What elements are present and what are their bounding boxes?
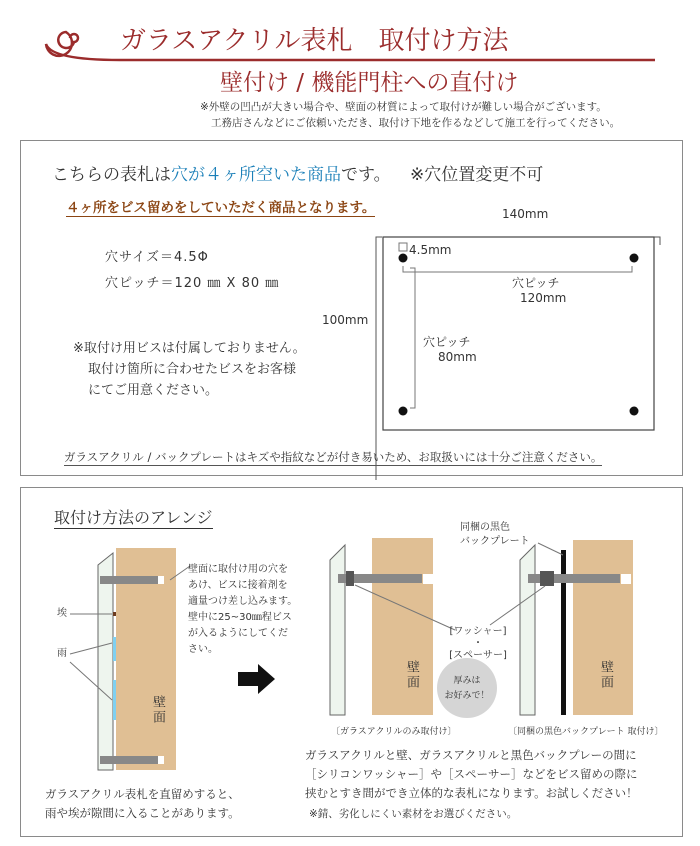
right-desc-1: ガラスアクリルと壁、ガラスアクリルと黒色バックプレーの間に bbox=[305, 748, 637, 762]
bubble-line-1: 厚みは bbox=[453, 676, 481, 686]
screw-note-2: 取付け箇所に合わせたビスをお客様 bbox=[88, 362, 297, 377]
glass-left bbox=[98, 553, 113, 770]
instruction-line: 壁面に取付け用の穴を bbox=[188, 564, 288, 575]
bubble-line-2: お好みで！ bbox=[444, 691, 490, 701]
dot-separator: ・ bbox=[473, 638, 483, 649]
instruction-line: さい。 bbox=[188, 644, 218, 655]
backplate-label-1: 同梱の黒色 bbox=[460, 522, 510, 533]
wall-label-left: 壁面 bbox=[150, 695, 165, 725]
backplate-label bbox=[460, 521, 530, 549]
right-desc-2: ［シリコンワッシャー］や［スペーサー］などをビス留めの際に bbox=[305, 767, 638, 781]
material-note: ※錆、劣化しにくい素材をお選びください。 bbox=[309, 808, 518, 820]
bubble-text bbox=[437, 674, 497, 704]
hole-size: 穴サイズ＝4.5Φ bbox=[105, 250, 209, 265]
caption-glass-only: 〔ガラスアクリルのみ取付け〕 bbox=[331, 727, 457, 737]
caption-with-plate: 〔同梱の黒色バックプレート 取付け〕 bbox=[508, 727, 664, 737]
wall-label-right: 壁面 bbox=[598, 660, 613, 690]
pitch-v-label: 穴ピッチ bbox=[423, 335, 471, 349]
backplate-label-2: バックプレート bbox=[460, 536, 530, 547]
instruction-line: 適量つけ差し込みます。 bbox=[188, 596, 298, 607]
hole-middle bbox=[423, 574, 433, 584]
rain-label: 雨 bbox=[57, 648, 67, 659]
washer-label: [ワッシャー] bbox=[449, 626, 507, 637]
hole-bottom bbox=[158, 756, 164, 764]
instruction-line: 壁中に25~30㎜程ビス bbox=[188, 612, 292, 623]
washer-middle bbox=[346, 571, 354, 586]
page-subtitle: 壁付け / 機能門柱への直付け bbox=[220, 70, 519, 96]
height-label: 100mm bbox=[322, 313, 369, 327]
arrange-title: 取付け方法のアレンジ bbox=[54, 505, 213, 529]
spacer-right bbox=[540, 571, 554, 586]
header-note-1: ※外壁の凹凸が大きい場合や、壁面の材質によって取付けが難しい場合がございます。 bbox=[200, 101, 607, 113]
spec-subheadline: ４ヶ所をビス留めをしていただく商品となります。 bbox=[66, 196, 375, 217]
hole-label: 4.5mm bbox=[409, 243, 452, 257]
hole-top bbox=[158, 576, 164, 584]
pitch-h-label: 穴ピッチ bbox=[512, 276, 560, 290]
caution-note: ガラスアクリル / バックプレートはキズや指紋などが付き易いため、お取扱いには十分ご注意ください。 bbox=[64, 450, 603, 464]
left-caption-1: ガラスアクリル表札を直留めすると、 bbox=[45, 787, 240, 801]
hole-pitch: 穴ピッチ＝120 ㎜ X 80 ㎜ bbox=[105, 276, 280, 291]
left-caption bbox=[45, 785, 240, 823]
pitch-h-value: 120mm bbox=[520, 291, 567, 305]
dust-label: 埃 bbox=[57, 608, 67, 619]
screw-top bbox=[100, 576, 158, 584]
right-desc-3: 挟むとすき間ができ立体的な表札になります。お試しください！ bbox=[305, 786, 638, 800]
right-description bbox=[305, 746, 638, 803]
screw-note-1: ※取付け用ビスは付属しておりません。 bbox=[73, 341, 306, 356]
page-title: ガラスアクリル表札 取付け方法 bbox=[120, 26, 509, 56]
dust-mark bbox=[113, 612, 116, 616]
pitch-v-value: 80mm bbox=[438, 350, 477, 364]
rain-mark-1 bbox=[113, 637, 116, 661]
glass-middle bbox=[330, 545, 345, 715]
headline-highlight: 穴が４ヶ所空いた商品 bbox=[171, 165, 341, 185]
headline-note: ※穴位置変更不可 bbox=[410, 165, 544, 185]
glass-right bbox=[520, 545, 535, 715]
left-caption-2: 雨や埃が隙間に入ることがあります。 bbox=[45, 806, 240, 820]
screw-note-3: にてご用意ください。 bbox=[88, 383, 219, 398]
width-label: 140mm bbox=[502, 207, 549, 221]
header-note-2: 工務店さんなどにご依頼いただき、取付け下地を作るなどして施工を行ってください。 bbox=[211, 117, 621, 129]
instruction-line: が入るようにしてくだ bbox=[188, 628, 288, 639]
wall-label-middle: 壁面 bbox=[404, 660, 419, 690]
screw-bottom bbox=[100, 756, 158, 764]
instruction-line: あけ、ビスに接着剤を bbox=[188, 580, 288, 591]
spacer-label: [スペーサー] bbox=[449, 650, 507, 661]
hole-right bbox=[621, 574, 631, 584]
headline-pre: こちらの表札は bbox=[52, 165, 171, 185]
rain-mark-2 bbox=[113, 680, 116, 720]
left-instruction bbox=[188, 562, 297, 658]
arrow-right-icon bbox=[238, 664, 275, 694]
washer-spacer-label bbox=[448, 626, 508, 662]
headline-post: です。 bbox=[341, 165, 391, 185]
